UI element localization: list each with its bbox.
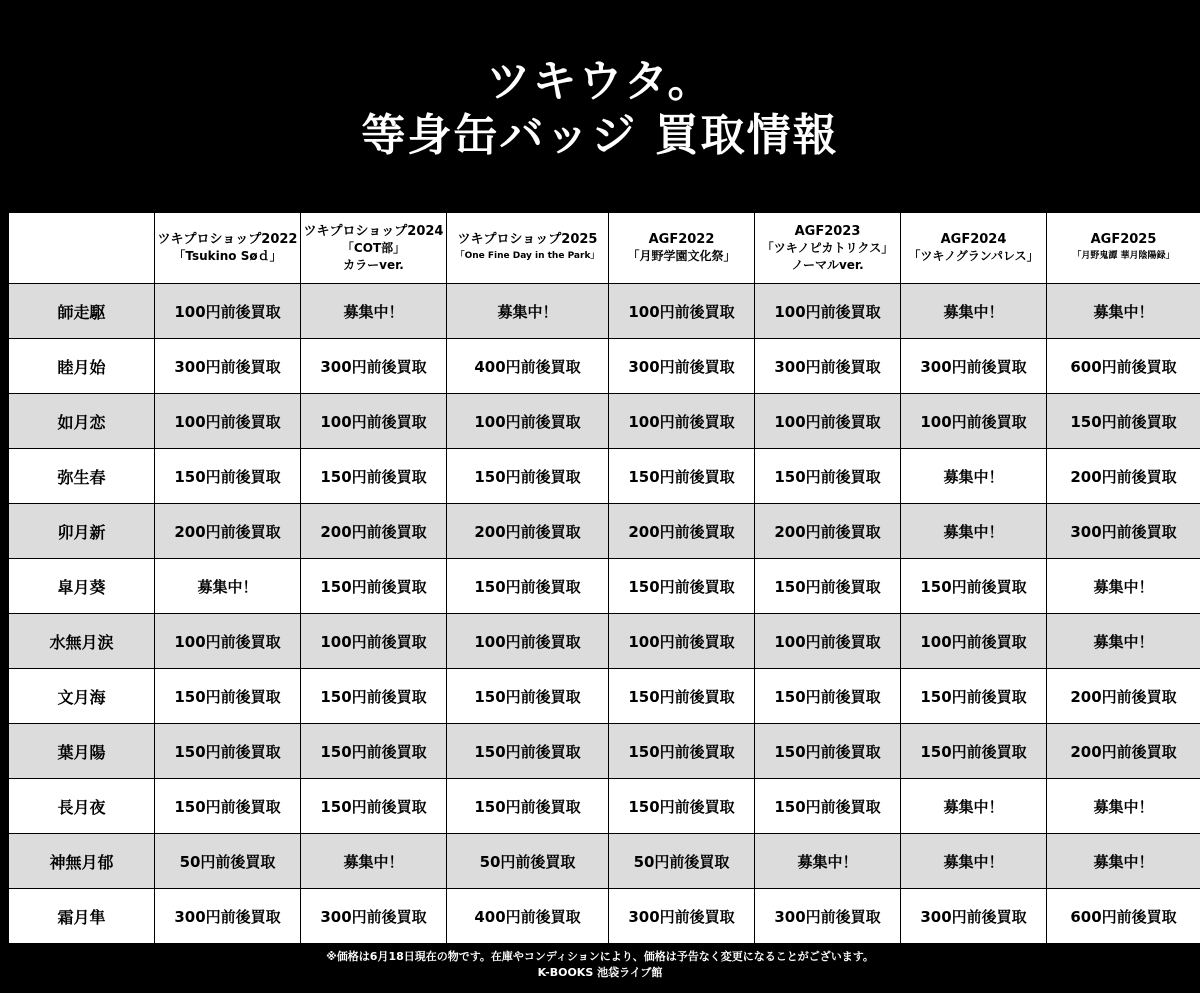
column-header — [901, 213, 1047, 284]
price-cell: 200円前後買取 — [755, 504, 901, 559]
price-cell: 150円前後買取 — [447, 669, 609, 724]
table-row — [9, 559, 1200, 614]
price-cell: 150円前後買取 — [609, 559, 755, 614]
table-row — [9, 834, 1200, 889]
price-cell: 150円前後買取 — [609, 669, 755, 724]
character-name-cell: 如月恋 — [9, 394, 155, 449]
character-name-cell: 卯月新 — [9, 504, 155, 559]
price-cell: 募集中！ — [155, 559, 301, 614]
column-header-line2: 「月野学園文化祭」 — [627, 249, 736, 263]
title-line-2: 等身缶バッジ 買取情報 — [361, 110, 839, 161]
column-header — [301, 213, 447, 284]
column-header — [155, 213, 301, 284]
price-cell: 募集中！ — [1047, 559, 1200, 614]
table-row — [9, 394, 1200, 449]
price-cell: 150円前後買取 — [609, 779, 755, 834]
price-cell: 募集中！ — [755, 834, 901, 889]
price-cell: 150円前後買取 — [155, 724, 301, 779]
table-header-row — [9, 213, 1200, 284]
price-cell: 100円前後買取 — [755, 614, 901, 669]
column-header-line1: AGF2024 — [940, 232, 1007, 247]
price-cell: 100円前後買取 — [609, 614, 755, 669]
price-cell: 200円前後買取 — [301, 504, 447, 559]
price-cell: 600円前後買取 — [1047, 889, 1200, 944]
price-cell: 150円前後買取 — [755, 724, 901, 779]
price-cell: 150円前後買取 — [755, 449, 901, 504]
character-name-cell: 文月海 — [9, 669, 155, 724]
column-header-line2: 「ツキノピカトリクス」 — [761, 240, 894, 255]
price-cell: 50円前後買取 — [155, 834, 301, 889]
price-cell: 300円前後買取 — [301, 889, 447, 944]
price-cell: 300円前後買取 — [755, 889, 901, 944]
price-cell: 100円前後買取 — [155, 614, 301, 669]
column-header-line1: AGF2023 — [794, 223, 861, 239]
column-header-line1: ツキプロショップ2022 — [157, 232, 298, 247]
price-cell: 200円前後買取 — [1047, 449, 1200, 504]
price-cell: 200円前後買取 — [1047, 724, 1200, 779]
table-row — [9, 669, 1200, 724]
character-name-cell: 水無月涙 — [9, 614, 155, 669]
price-cell: 100円前後買取 — [447, 394, 609, 449]
header — [0, 0, 1200, 212]
column-header-line1: ツキプロショップ2024 — [303, 223, 444, 239]
price-cell: 200円前後買取 — [155, 504, 301, 559]
price-cell: 300円前後買取 — [155, 339, 301, 394]
price-cell: 募集中！ — [301, 284, 447, 339]
price-cell: 200円前後買取 — [447, 504, 609, 559]
price-cell: 150円前後買取 — [155, 449, 301, 504]
price-cell: 募集中！ — [901, 284, 1047, 339]
price-cell: 150円前後買取 — [901, 669, 1047, 724]
price-cell: 300円前後買取 — [301, 339, 447, 394]
column-header-line3: カラーver. — [343, 257, 404, 272]
price-cell: 400円前後買取 — [447, 339, 609, 394]
table-row — [9, 779, 1200, 834]
column-header-line3: ノーマルver. — [791, 257, 864, 272]
price-cell: 300円前後買取 — [609, 339, 755, 394]
column-header — [1047, 213, 1200, 284]
price-cell: 150円前後買取 — [609, 724, 755, 779]
price-cell: 150円前後買取 — [755, 779, 901, 834]
price-cell: 300円前後買取 — [901, 889, 1047, 944]
price-cell: 150円前後買取 — [447, 724, 609, 779]
character-name-cell: 葉月陽 — [9, 724, 155, 779]
character-name-cell: 師走駆 — [9, 284, 155, 339]
price-cell: 50円前後買取 — [609, 834, 755, 889]
price-cell: 300円前後買取 — [1047, 504, 1200, 559]
price-cell: 200円前後買取 — [609, 504, 755, 559]
table-row — [9, 284, 1200, 339]
price-cell: 150円前後買取 — [755, 559, 901, 614]
price-cell: 募集中！ — [1047, 284, 1200, 339]
price-cell: 150円前後買取 — [301, 724, 447, 779]
character-name-cell: 長月夜 — [9, 779, 155, 834]
column-header-line2: 「ツキノグランパレス」 — [908, 249, 1039, 263]
price-cell: 150円前後買取 — [447, 779, 609, 834]
price-cell: 600円前後買取 — [1047, 339, 1200, 394]
price-cell: 100円前後買取 — [755, 284, 901, 339]
price-cell: 150円前後買取 — [155, 779, 301, 834]
price-cell: 100円前後買取 — [447, 614, 609, 669]
column-header-line1: AGF2025 — [1090, 232, 1157, 247]
table-row — [9, 614, 1200, 669]
price-cell: 150円前後買取 — [301, 669, 447, 724]
price-cell: 50円前後買取 — [447, 834, 609, 889]
price-cell: 100円前後買取 — [301, 394, 447, 449]
price-cell: 100円前後買取 — [609, 284, 755, 339]
column-header — [755, 213, 901, 284]
price-cell: 100円前後買取 — [155, 284, 301, 339]
price-cell: 募集中！ — [901, 779, 1047, 834]
price-cell: 募集中！ — [301, 834, 447, 889]
price-cell: 400円前後買取 — [447, 889, 609, 944]
price-cell: 300円前後買取 — [609, 889, 755, 944]
price-cell: 150円前後買取 — [155, 669, 301, 724]
price-cell: 200円前後買取 — [1047, 669, 1200, 724]
table-body — [9, 284, 1200, 944]
price-cell: 募集中！ — [1047, 834, 1200, 889]
character-name-cell: 皐月葵 — [9, 559, 155, 614]
column-header-line2: 「One Fine Day in the Park」 — [455, 251, 600, 261]
price-cell: 150円前後買取 — [447, 559, 609, 614]
table-row — [9, 449, 1200, 504]
column-header-line2: 「COT部」 — [341, 240, 406, 255]
price-disclaimer: ※価格は6月18日現在の物です。在庫やコンディションにより、価格は予告なく変更になることがございます。 — [326, 949, 874, 963]
price-cell: 150円前後買取 — [901, 559, 1047, 614]
character-name-cell: 神無月郁 — [9, 834, 155, 889]
shop-name: K-BOOKS 池袋ライブ館 — [537, 965, 663, 979]
title-line-1: ツキウタ。 — [486, 56, 714, 107]
table-row — [9, 724, 1200, 779]
table-row — [9, 339, 1200, 394]
price-cell: 150円前後買取 — [301, 559, 447, 614]
footer — [0, 936, 1200, 993]
price-cell: 100円前後買取 — [755, 394, 901, 449]
price-cell: 150円前後買取 — [609, 449, 755, 504]
character-name-cell: 睦月始 — [9, 339, 155, 394]
price-cell: 100円前後買取 — [901, 394, 1047, 449]
price-cell: 150円前後買取 — [301, 449, 447, 504]
price-cell: 100円前後買取 — [155, 394, 301, 449]
price-cell: 150円前後買取 — [301, 779, 447, 834]
column-header — [609, 213, 755, 284]
column-header-line2: 「Tsukino Søｄ」 — [173, 249, 282, 263]
price-cell: 150円前後買取 — [901, 724, 1047, 779]
corner-cell — [9, 213, 155, 284]
column-header-line1: AGF2022 — [648, 232, 715, 247]
price-cell: 100円前後買取 — [301, 614, 447, 669]
price-cell: 募集中！ — [901, 834, 1047, 889]
column-header-line2: 「月野鬼譚 華月陰陽録」 — [1072, 251, 1175, 261]
price-cell: 150円前後買取 — [755, 669, 901, 724]
price-cell: 募集中！ — [901, 449, 1047, 504]
price-cell: 募集中！ — [447, 284, 609, 339]
price-cell: 300円前後買取 — [755, 339, 901, 394]
price-cell: 募集中！ — [901, 504, 1047, 559]
price-table — [8, 212, 1200, 944]
character-name-cell: 弥生春 — [9, 449, 155, 504]
price-cell: 募集中！ — [1047, 779, 1200, 834]
price-cell: 300円前後買取 — [901, 339, 1047, 394]
character-name-cell: 霜月隼 — [9, 889, 155, 944]
price-cell: 150円前後買取 — [447, 449, 609, 504]
column-header — [447, 213, 609, 284]
price-cell: 100円前後買取 — [901, 614, 1047, 669]
price-cell: 150円前後買取 — [1047, 394, 1200, 449]
price-cell: 100円前後買取 — [609, 394, 755, 449]
price-cell: 募集中！ — [1047, 614, 1200, 669]
column-header-line1: ツキプロショップ2025 — [457, 232, 598, 247]
price-cell: 300円前後買取 — [155, 889, 301, 944]
table-row — [9, 504, 1200, 559]
